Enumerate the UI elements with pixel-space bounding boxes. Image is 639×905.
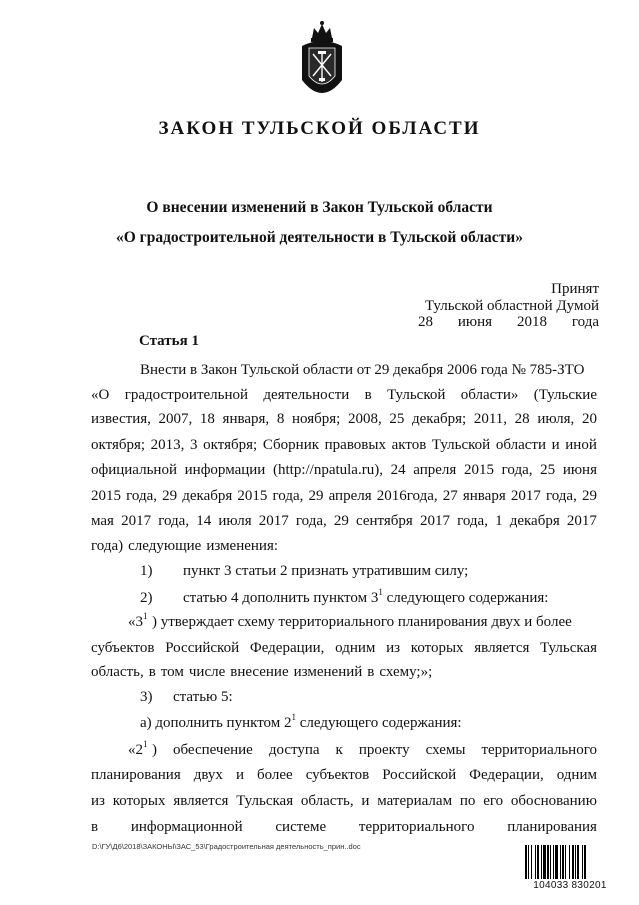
law-subject-line-1: О внесении изменений в Закон Тульской области bbox=[146, 199, 493, 216]
word: года, bbox=[457, 513, 488, 529]
word: по bbox=[459, 793, 476, 809]
law-subject-line-2: «О градостроительной деятельности в Тульской области» bbox=[116, 229, 523, 246]
word: 18 bbox=[199, 411, 215, 427]
word: января, bbox=[222, 411, 270, 427]
word: октября; bbox=[91, 437, 146, 453]
quote2-lines-line bbox=[152, 742, 597, 759]
word: года, bbox=[272, 488, 304, 504]
word: одним bbox=[556, 767, 597, 783]
word: Тульская bbox=[236, 793, 294, 809]
barcode-icon bbox=[525, 845, 615, 879]
word: к bbox=[335, 742, 343, 758]
intro-lines-line bbox=[91, 387, 597, 404]
quote2-lines-line bbox=[91, 819, 597, 836]
quote1-lines-line bbox=[91, 664, 597, 681]
word: 1 bbox=[495, 513, 503, 529]
word: области» bbox=[460, 387, 519, 403]
word: года, bbox=[126, 488, 157, 504]
word: ноября; bbox=[291, 411, 341, 427]
quote2-lines-line bbox=[91, 793, 597, 810]
word: Тульской bbox=[387, 387, 446, 403]
word: более bbox=[256, 767, 293, 783]
word: из bbox=[91, 793, 105, 809]
article-title: Статья 1 bbox=[139, 333, 199, 349]
word: 2007, bbox=[158, 411, 193, 427]
word: том bbox=[160, 664, 184, 680]
word: является bbox=[173, 793, 229, 809]
word: 24 bbox=[390, 462, 406, 478]
word: доступа bbox=[268, 742, 320, 758]
word: года, bbox=[501, 462, 533, 478]
word: официальной bbox=[91, 462, 177, 478]
word: «О bbox=[91, 387, 110, 403]
adoption-year-word: года bbox=[571, 314, 599, 330]
word: 2017 bbox=[566, 513, 597, 529]
barcode-number: 104033 830201 bbox=[533, 880, 607, 891]
word: Внести в Закон Тульской области от 29 декабря 2006 года № 785-ЗТО bbox=[140, 362, 585, 378]
word: его bbox=[483, 793, 504, 809]
sub-item-a-text: а) дополнить пунктом $2^1$ следующего содержания: bbox=[140, 712, 462, 731]
item-2-number: 2) bbox=[140, 590, 153, 606]
word: года, bbox=[545, 488, 577, 504]
word: сентября bbox=[355, 513, 413, 529]
word: область, bbox=[300, 793, 354, 809]
word: двух bbox=[193, 767, 223, 783]
word: 2015 bbox=[237, 488, 268, 504]
word: территориального bbox=[358, 819, 475, 835]
word: 3 bbox=[190, 437, 198, 453]
law-title: ЗАКОН ТУЛЬСКОЙ ОБЛАСТИ bbox=[158, 118, 481, 139]
word: изменений bbox=[293, 664, 363, 680]
word: года, bbox=[158, 513, 190, 529]
word: субъектов bbox=[305, 767, 370, 783]
word: октября; bbox=[203, 437, 258, 453]
word: года) bbox=[91, 538, 124, 554]
word: схему;»; bbox=[379, 664, 433, 680]
word: области bbox=[495, 437, 546, 453]
word: 29 bbox=[308, 488, 324, 504]
word: Российской bbox=[165, 640, 240, 656]
intro-lines-line bbox=[91, 411, 597, 428]
word: 28 bbox=[514, 411, 530, 427]
word: которых bbox=[112, 793, 166, 809]
word: мая bbox=[91, 513, 114, 529]
adoption-line-1: Принят bbox=[551, 281, 599, 297]
adoption-month: июня bbox=[457, 314, 493, 330]
word: информации bbox=[184, 462, 266, 478]
word: 27 bbox=[442, 488, 458, 504]
word: территориального bbox=[481, 742, 597, 758]
word: января bbox=[462, 488, 506, 504]
word: ) bbox=[152, 742, 157, 758]
word: (http://npatula.ru), bbox=[272, 462, 383, 478]
quote1-lines-line bbox=[152, 614, 597, 631]
barcode bbox=[525, 845, 615, 895]
word: которых bbox=[410, 640, 464, 656]
word: 2017 bbox=[121, 513, 152, 529]
word: июня bbox=[562, 462, 597, 478]
word: апреля bbox=[413, 462, 457, 478]
word: 29 bbox=[162, 488, 178, 504]
item-1-text: пункт 3 статьи 2 признать утратившим силу; bbox=[183, 563, 469, 579]
word: 25 bbox=[389, 411, 405, 427]
adoption-line-2: Тульской областной Думой bbox=[424, 298, 599, 314]
word: субъектов bbox=[91, 640, 155, 656]
word: правовых bbox=[324, 437, 386, 453]
word: 2008, bbox=[347, 411, 382, 427]
word: числе bbox=[188, 664, 226, 680]
file-path-footer: D:\ГУ\Д6\2018\ЗАКОНЫ\ЗАС_53\Градостроительная деятельность_прин..doc bbox=[92, 842, 361, 851]
barcode-bar bbox=[586, 845, 587, 879]
word: Сборник bbox=[262, 437, 320, 453]
item-3-number: 3) bbox=[140, 689, 153, 705]
word: 8 bbox=[276, 411, 285, 427]
adoption-year: 2018 bbox=[516, 314, 547, 330]
word: следующие bbox=[128, 538, 202, 554]
word: и bbox=[551, 437, 560, 453]
word: июля bbox=[218, 513, 252, 529]
word: из bbox=[386, 640, 401, 656]
word: и bbox=[235, 767, 244, 783]
intro-lines-line bbox=[91, 488, 597, 505]
word: в bbox=[367, 664, 375, 680]
word: 14 bbox=[196, 513, 212, 529]
word: в bbox=[148, 664, 156, 680]
quote1-lines-line bbox=[91, 640, 597, 657]
word: является bbox=[474, 640, 530, 656]
word: проекту bbox=[358, 742, 410, 758]
word: 29 bbox=[333, 513, 349, 529]
word: декабря; bbox=[411, 411, 467, 427]
intro-lines-line bbox=[140, 362, 597, 379]
quote-1-open: «$3^1$ bbox=[128, 611, 148, 630]
word: 25 bbox=[540, 462, 556, 478]
word: 2016года, bbox=[376, 488, 438, 504]
word: апреля bbox=[328, 488, 372, 504]
word: внесение bbox=[230, 664, 289, 680]
word: обеспечение bbox=[172, 742, 253, 758]
word: Тульской bbox=[431, 437, 491, 453]
word: планирования bbox=[507, 819, 597, 835]
word: системе bbox=[275, 819, 327, 835]
word: актов bbox=[391, 437, 427, 453]
word: информационной bbox=[130, 819, 243, 835]
word: известия, bbox=[91, 411, 151, 427]
word: Российской bbox=[382, 767, 457, 783]
word: 2017 bbox=[258, 513, 289, 529]
word: и bbox=[361, 793, 370, 809]
word: 2011, bbox=[473, 411, 508, 427]
intro-lines-line bbox=[91, 462, 597, 479]
intro-lines-line bbox=[91, 538, 597, 555]
word: в bbox=[91, 819, 99, 835]
word: Федерации, bbox=[469, 767, 544, 783]
word: декабря bbox=[182, 488, 233, 504]
word: в bbox=[364, 387, 372, 403]
adoption-date bbox=[418, 314, 599, 331]
word: материалам bbox=[377, 793, 453, 809]
intro-lines-line bbox=[91, 513, 597, 530]
word: 2015 bbox=[91, 488, 121, 504]
word: область, bbox=[91, 664, 144, 680]
word: Тульская bbox=[540, 640, 597, 656]
word: 29 bbox=[581, 488, 597, 504]
word: планирования bbox=[91, 767, 181, 783]
word: 2017 bbox=[510, 488, 541, 504]
word: декабря bbox=[509, 513, 560, 529]
word: изменения: bbox=[206, 538, 279, 554]
quote2-lines-line bbox=[91, 767, 597, 784]
word: деятельности bbox=[263, 387, 350, 403]
word: 2013, bbox=[150, 437, 185, 453]
item-3-text: статью 5: bbox=[173, 689, 233, 705]
word: схемы bbox=[425, 742, 466, 758]
adoption-day: 28 bbox=[418, 314, 433, 330]
word: 20 bbox=[581, 411, 597, 427]
quote-2-open: «$2^1$ bbox=[128, 739, 148, 758]
word: иной bbox=[565, 437, 597, 453]
word: 2017 bbox=[419, 513, 450, 529]
coat-of-arms-icon bbox=[298, 20, 346, 106]
intro-lines-line bbox=[91, 437, 597, 454]
word: Федерации, bbox=[249, 640, 325, 656]
word: (Тульские bbox=[533, 387, 597, 403]
word: июля, bbox=[537, 411, 575, 427]
word: одним bbox=[335, 640, 376, 656]
word: обоснованию bbox=[510, 793, 597, 809]
word: года, bbox=[295, 513, 327, 529]
word: 2015 bbox=[463, 462, 494, 478]
item-1-number: 1) bbox=[140, 563, 153, 579]
item-2-text: статью 4 дополнить пунктом $3^1$ следующего содержания: bbox=[183, 587, 549, 606]
word: ) утверждает схему территориального планирования двух и более bbox=[152, 614, 572, 630]
word: градостроительной bbox=[124, 387, 249, 403]
